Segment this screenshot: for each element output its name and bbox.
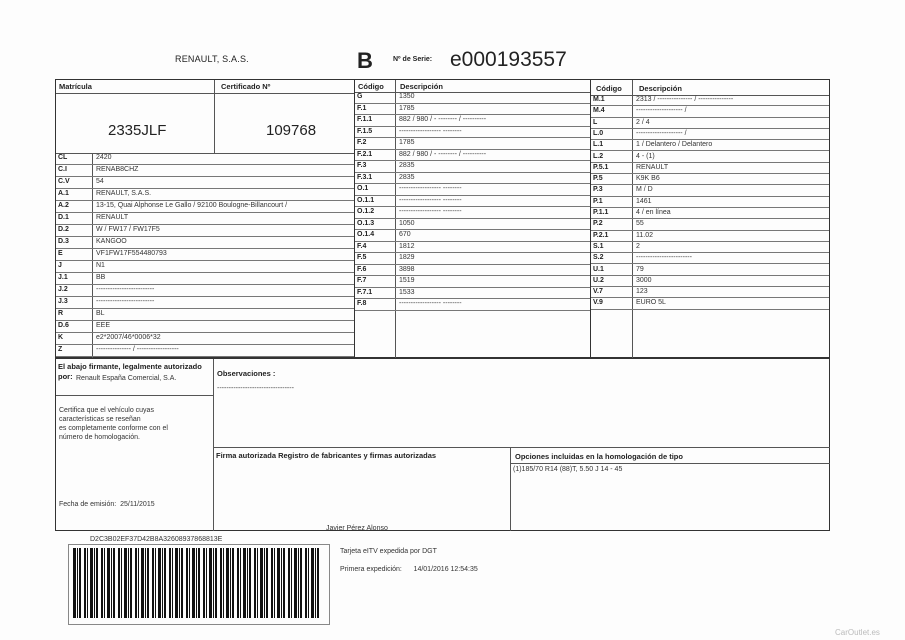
mid-value: 670 xyxy=(399,231,411,238)
manufacturer-name: RENAULT, S.A.S. xyxy=(175,54,249,64)
right-value: 1461 xyxy=(636,197,652,205)
right-row xyxy=(591,298,829,309)
footer-panel xyxy=(55,358,830,531)
right-value: 123 xyxy=(636,288,648,296)
left-value: RENAULT, S.A.S. xyxy=(96,190,152,197)
left-value: VF1FW17F554480793 xyxy=(96,250,167,257)
right-row xyxy=(591,287,829,298)
matricula-value: 2335JLF xyxy=(108,122,167,139)
left-code: R xyxy=(58,310,64,317)
mid-code: F.7.1 xyxy=(357,288,373,296)
mid-row xyxy=(355,253,590,265)
mid-value: ------------------ -------- xyxy=(399,185,462,192)
mid-value: 1785 xyxy=(399,139,415,146)
mid-code: F.3 xyxy=(357,162,367,169)
right-code: V.7 xyxy=(593,288,603,296)
mid-code: F.7 xyxy=(357,277,367,284)
mid-value: 1350 xyxy=(399,93,415,100)
left-value: ------------------------- xyxy=(96,286,155,293)
left-code: D.6 xyxy=(58,322,69,329)
mid-code: O.1.2 xyxy=(357,208,375,215)
left-row xyxy=(56,153,354,165)
right-value: 11.02 xyxy=(636,231,653,239)
right-code: L.1 xyxy=(593,141,604,149)
right-value: 55 xyxy=(636,220,644,228)
left-code: D.3 xyxy=(58,238,69,245)
left-row xyxy=(56,237,354,249)
mid-value: ------------------ -------- xyxy=(399,127,462,135)
right-code: S.1 xyxy=(593,242,604,250)
left-value: ------------------------- xyxy=(96,298,155,305)
left-code: A.1 xyxy=(58,190,69,197)
mid-row xyxy=(355,299,590,311)
left-code: A.2 xyxy=(58,202,69,209)
mid-row xyxy=(355,207,590,219)
left-row xyxy=(56,165,354,177)
mid-code: F.6 xyxy=(357,265,367,273)
left-code: J xyxy=(58,262,62,269)
mid-desc-label: Descripción xyxy=(400,82,443,91)
right-row xyxy=(591,208,829,219)
right-code: P.5.1 xyxy=(593,163,609,171)
left-value: N1 xyxy=(96,262,105,269)
right-code: M.4 xyxy=(593,107,605,115)
left-row xyxy=(56,333,354,345)
mid-code: F.1.5 xyxy=(357,127,373,135)
signer-name: Javier Pérez Alonso xyxy=(326,525,388,532)
primera-expedicion: Primera expedición: 14/01/2016 12:54:35 xyxy=(340,566,478,573)
mid-value: 1829 xyxy=(399,254,415,261)
right-value: K9K B6 xyxy=(636,175,660,183)
left-code: D.1 xyxy=(58,214,69,221)
right-value: 2 / 4 xyxy=(636,118,650,126)
left-row xyxy=(56,285,354,297)
right-row xyxy=(591,185,829,196)
right-value: -------------------- / xyxy=(636,107,687,115)
right-row xyxy=(591,242,829,253)
mid-code: F.1 xyxy=(357,104,367,112)
right-row xyxy=(591,140,829,151)
right-row xyxy=(591,219,829,230)
left-row xyxy=(56,261,354,273)
left-row xyxy=(56,225,354,237)
left-value: RENAULT xyxy=(96,214,129,221)
por-label: por: xyxy=(58,372,73,381)
mid-code: F.3.1 xyxy=(357,173,373,181)
left-row xyxy=(56,249,354,261)
left-row xyxy=(56,213,354,225)
mid-code: O.1.1 xyxy=(357,196,375,204)
left-code: K xyxy=(58,334,64,341)
right-code: P.1.1 xyxy=(593,209,609,216)
mid-code: F.8 xyxy=(357,300,367,307)
left-code: J.1 xyxy=(58,274,68,281)
mid-row xyxy=(355,288,590,300)
mid-code: O.1 xyxy=(357,185,369,192)
fecha-emision: Fecha de emisión: 25/11/2015 xyxy=(59,501,155,508)
certificado-value: 109768 xyxy=(266,122,317,139)
mid-code: O.1.3 xyxy=(357,219,375,227)
right-desc-label: Descripción xyxy=(639,84,682,93)
right-row xyxy=(591,152,829,163)
mid-code: F.2 xyxy=(357,139,367,146)
right-row xyxy=(591,106,829,117)
mid-code-label: Código xyxy=(358,82,384,91)
left-row xyxy=(56,273,354,285)
mid-value: 1519 xyxy=(399,277,415,284)
right-value: M / D xyxy=(636,186,653,194)
right-value: ------------------------ xyxy=(636,254,692,262)
observaciones-value: --------------------------------- xyxy=(217,385,294,392)
mid-value: ------------------ -------- xyxy=(399,196,462,204)
card-type-letter: B xyxy=(357,48,373,73)
right-panel xyxy=(590,79,830,358)
right-row xyxy=(591,95,829,106)
barcode-text: D2C3B02EF37D42B8A32608937868813E xyxy=(90,536,223,543)
right-row xyxy=(591,276,829,287)
left-code: Z xyxy=(58,346,63,353)
right-row xyxy=(591,265,829,276)
right-code: L.2 xyxy=(593,152,604,160)
barcode xyxy=(68,544,330,625)
matricula-label: Matrícula xyxy=(59,82,92,91)
right-row xyxy=(591,231,829,242)
mid-value: ------------------ -------- xyxy=(399,208,462,215)
right-code: S.2 xyxy=(593,254,604,262)
left-value: 13-15, Quai Alphonse Le Gallo / 92100 Boulogne-Billancourt / xyxy=(96,202,288,209)
left-panel xyxy=(55,79,355,358)
mid-row xyxy=(355,161,590,173)
left-value: 2420 xyxy=(96,154,112,161)
certifica-text: Certifica que el vehículo cuyas características se reseñan es completamente conforme con el número de homologación. xyxy=(59,407,168,441)
tarjeta-text: Tarjeta eITV expedida por DGT xyxy=(340,548,437,555)
left-row xyxy=(56,297,354,309)
right-row xyxy=(591,197,829,208)
mid-code: O.1.4 xyxy=(357,231,375,238)
right-code: P.3 xyxy=(593,186,603,194)
certificado-label: Certificado Nº xyxy=(221,82,271,91)
mid-row xyxy=(355,150,590,162)
right-row xyxy=(591,253,829,264)
mid-value: 1785 xyxy=(399,104,415,112)
mid-code: G xyxy=(357,93,363,100)
right-code: V.9 xyxy=(593,299,603,307)
serie-number: e000193557 xyxy=(450,48,567,71)
observaciones-label: Observaciones : xyxy=(217,369,276,378)
right-code: U.2 xyxy=(593,276,604,284)
mid-row xyxy=(355,92,590,104)
mid-row xyxy=(355,219,590,231)
left-value: W / FW17 / FW17F5 xyxy=(96,226,160,233)
left-row xyxy=(56,345,354,357)
right-code: P.2 xyxy=(593,220,603,228)
right-row xyxy=(591,174,829,185)
left-value: 54 xyxy=(96,178,104,185)
mid-value: 1050 xyxy=(399,219,415,227)
mid-row xyxy=(355,104,590,116)
right-row xyxy=(591,118,829,129)
right-value: 2313 / --------------- / --------------- xyxy=(636,96,734,103)
mid-row xyxy=(355,196,590,208)
left-row xyxy=(56,201,354,213)
right-code: P.1 xyxy=(593,197,603,205)
right-value: 2 xyxy=(636,242,640,250)
right-code-label: Código xyxy=(596,84,622,93)
left-value: RENAB8CHZ xyxy=(96,166,139,173)
mid-value: 1533 xyxy=(399,288,415,296)
left-value: KANGOO xyxy=(96,238,127,245)
right-row xyxy=(591,163,829,174)
abajo-label: El abajo firmante, legalmente autorizado xyxy=(58,362,202,371)
serie-label: Nº de Serie: xyxy=(393,56,433,63)
right-code: P.2.1 xyxy=(593,231,609,239)
left-code: J.3 xyxy=(58,298,68,305)
mid-value: 1812 xyxy=(399,242,415,250)
mid-row xyxy=(355,127,590,139)
mid-row xyxy=(355,184,590,196)
right-code: M.1 xyxy=(593,96,605,103)
left-row xyxy=(56,321,354,333)
right-value: 4 - (1) xyxy=(636,152,655,160)
right-value: 79 xyxy=(636,265,644,273)
left-code: C.I xyxy=(58,166,67,173)
opciones-label: Opciones incluidas en la homologación de tipo xyxy=(515,452,683,461)
por-value: Renault España Comercial, S.A. xyxy=(76,375,177,382)
mid-value: ------------------ -------- xyxy=(399,300,462,307)
mid-row xyxy=(355,265,590,277)
firma-label: Firma autorizada Registro de fabricantes y firmas autorizadas xyxy=(216,451,437,460)
right-value: -------------------- / xyxy=(636,129,687,137)
mid-row xyxy=(355,173,590,185)
left-row xyxy=(56,177,354,189)
mid-code: F.5 xyxy=(357,254,367,261)
left-value: BL xyxy=(96,310,105,317)
right-code: L.0 xyxy=(593,129,604,137)
right-code: P.5 xyxy=(593,175,603,183)
right-value: EURO 5L xyxy=(636,299,666,307)
left-code: CL xyxy=(58,154,68,161)
right-value: 4 / en línea xyxy=(636,209,671,216)
right-code: L xyxy=(593,118,598,126)
left-code: J.2 xyxy=(58,286,68,293)
opciones-value: (1)185/70 R14 (88)T, 5.50 J 14 - 45 xyxy=(513,466,623,473)
left-code: E xyxy=(58,250,63,257)
mid-row xyxy=(355,115,590,127)
mid-row xyxy=(355,230,590,242)
left-value: e2*2007/46*0006*32 xyxy=(96,334,161,341)
right-row xyxy=(591,129,829,140)
mid-code: F.2.1 xyxy=(357,150,373,158)
mid-value: 3898 xyxy=(399,265,415,273)
left-value: BB xyxy=(96,274,106,281)
barcode-bars xyxy=(69,545,327,622)
right-value: 3000 xyxy=(636,276,652,284)
mid-value: 2835 xyxy=(399,162,415,169)
mid-row xyxy=(355,276,590,288)
mid-code: F.1.1 xyxy=(357,116,373,123)
left-value: --------------- / ------------------ xyxy=(96,346,179,353)
right-code: U.1 xyxy=(593,265,604,273)
watermark: CarOutlet.es xyxy=(835,628,880,637)
right-value: 1 / Delantero / Delantero xyxy=(636,141,713,149)
mid-row xyxy=(355,242,590,254)
left-code: D.2 xyxy=(58,226,69,233)
left-row xyxy=(56,309,354,321)
mid-value: 882 / 980 / - -------- / ---------- xyxy=(399,116,487,123)
left-row xyxy=(56,189,354,201)
middle-panel xyxy=(354,79,591,358)
left-value: EEE xyxy=(96,322,111,329)
mid-value: 882 / 980 / - -------- / ---------- xyxy=(399,150,487,158)
left-code: C.V xyxy=(58,178,70,185)
right-value: RENAULT xyxy=(636,163,669,171)
mid-value: 2835 xyxy=(399,173,415,181)
mid-row xyxy=(355,138,590,150)
mid-code: F.4 xyxy=(357,242,367,250)
